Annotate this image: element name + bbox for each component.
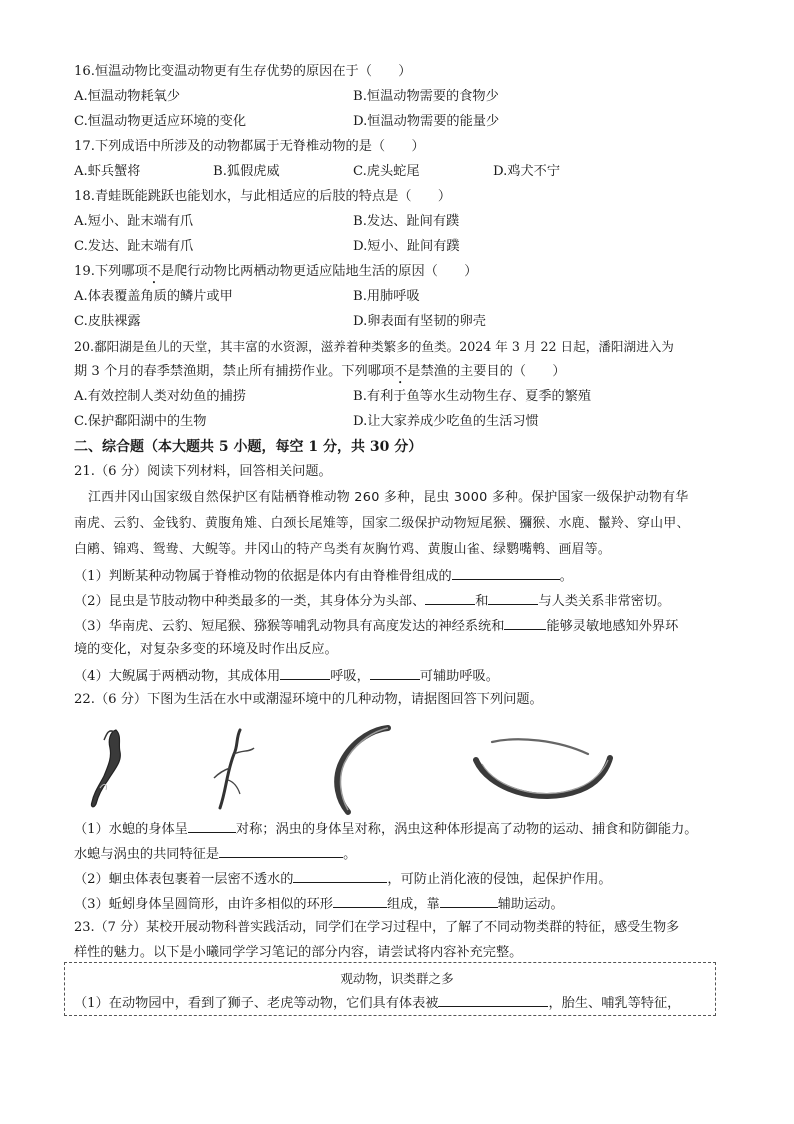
planarian-body	[220, 730, 240, 808]
q20-option-a[interactable]: A.有效控制人类对幼鱼的捕捞	[74, 389, 246, 404]
q19-stem	[74, 262, 728, 287]
q19-stem-emphasis: 不	[147, 264, 161, 279]
q22-stem: 22.（6 分）下图为生活在水中或潮湿环境中的几种动物，请据图回答下列问题。	[74, 692, 543, 707]
q23-part1-end: ，胎生、哺乳等特征，	[548, 996, 681, 1011]
q21-part2-mid: 和	[475, 594, 489, 609]
q21-blank-4[interactable]	[504, 615, 546, 630]
q19-option-b[interactable]: B.用肺呼吸	[353, 289, 420, 304]
q21-part2-text: （2）昆虫是节肢动物中种类最多的一类，其身体分为头部、	[74, 594, 426, 609]
q17-option-d[interactable]: D.鸡犬不宁	[493, 164, 561, 179]
q22-blank-5[interactable]	[440, 893, 498, 908]
q21-part3	[74, 615, 728, 637]
q22-part3	[74, 893, 728, 915]
q22-part1-line2-end: 。	[343, 847, 357, 862]
q21-part3-line2: 境的变化，对复杂多变的环境及时作出反应。	[74, 642, 338, 657]
q21-part1-text: （1）判断某种动物属于脊椎动物的依据是体内有由脊椎骨组成的	[74, 569, 452, 584]
q19-option-c[interactable]: C.皮肤裸露	[74, 314, 141, 329]
q22-part1-text: （1）水螅的身体呈	[74, 822, 188, 837]
q20-stem-line2	[74, 362, 728, 387]
q21-blank-1[interactable]	[452, 565, 560, 580]
q16-option-d[interactable]: D.恒温动物需要的能量少	[353, 114, 500, 129]
q22-part1-line2	[74, 843, 728, 865]
q17-stem: 17.下列成语中所涉及的动物都属于无脊椎动物的是（ ）	[74, 139, 425, 154]
q18-option-c[interactable]: C.发达、趾末端有爪	[74, 239, 194, 254]
q18-option-a[interactable]: A.短小、趾末端有爪	[74, 214, 194, 229]
q21-blank-3[interactable]	[488, 590, 538, 605]
q21-blank-2[interactable]	[425, 590, 475, 605]
planarian-branch-3	[228, 780, 240, 794]
earthworm-body	[476, 758, 610, 796]
q18-stem: 18.青蛙既能跳跃也能划水，与此相适应的后肢的特点是（ ）	[74, 189, 452, 204]
q22-blank-2[interactable]	[219, 843, 343, 858]
q22-part3-mid: 组成，靠	[386, 897, 440, 912]
q21-part4-mid: 呼吸，	[330, 669, 370, 684]
earthworm-second-body	[492, 739, 588, 754]
q21-part4-end: 可辅助呼吸。	[419, 669, 499, 684]
q20-stem-post: 是禁渔的主要目的（ ）	[407, 364, 566, 379]
q16-option-c[interactable]: C.恒温动物更适应环境的变化	[74, 114, 247, 129]
q22-part3-text: （3）蚯蚓身体呈圆筒形，由许多相似的环形	[74, 897, 333, 912]
q22-blank-1[interactable]	[188, 818, 236, 833]
roundworm-figure	[322, 720, 402, 820]
hydra-body	[91, 730, 120, 807]
q21-blank-5[interactable]	[280, 665, 330, 680]
q16-option-a[interactable]: A.恒温动物耗氧少	[74, 89, 181, 104]
q21-part3-text: （3）华南虎、云豹、短尾猴、猕猴等哺乳动物具有高度发达的神经系统和	[74, 619, 505, 634]
q22-part3-end: 辅助运动。	[497, 897, 564, 912]
q22-part1	[74, 818, 728, 840]
q16-option-b[interactable]: B.恒温动物需要的食物少	[353, 89, 499, 104]
q21-material-line3: 白鹇、锦鸡、鸳鸯、大鲵等。井冈山的特产鸟类有灰胸竹鸡、黄腹山雀、绿鹦嘴鹎、画眉等。	[74, 542, 611, 557]
q22-part1-end: 对称；涡虫的身体呈对称，涡虫这种体形提高了动物的运动、捕食和防御能力。	[235, 822, 698, 837]
q21-part2-end: 与人类关系非常密切。	[538, 594, 671, 609]
q22-blank-3[interactable]	[293, 868, 387, 883]
q19-stem-post: 是爬行动物比两栖动物更适应陆地生活的原因（ ）	[160, 264, 478, 279]
q21-part4-text: （4）大鲵属于两栖动物，其成体用	[74, 669, 281, 684]
q19-option-d[interactable]: D.卵表面有坚韧的卵壳	[353, 314, 486, 329]
q18-option-d[interactable]: D.短小、趾间有蹼	[353, 239, 460, 254]
q21-part2	[74, 590, 728, 612]
earthworm-figure	[468, 732, 618, 812]
q22-part1-line2-text: 水螅与涡虫的共同特征是	[74, 847, 220, 862]
q19-stem-pre: 19.下列哪项	[74, 264, 148, 279]
q21-stem: 21.（6 分）阅读下列材料，回答相关问题。	[74, 464, 332, 479]
q17-option-b[interactable]: B.狐假虎威	[213, 164, 280, 179]
q17-option-c[interactable]: C.虎头蛇尾	[353, 164, 420, 179]
q20-option-c[interactable]: C.保护鄱阳湖中的生物	[74, 414, 207, 429]
q23-stem-line1: 23.（7 分）某校开展动物科普实践活动，同学们在学习过程中，了解了不同动物类群的特征，感受生物多	[74, 920, 680, 935]
planarian-figure	[200, 724, 270, 814]
q20-option-d[interactable]: D.让大家养成少吃鱼的生活习惯	[353, 414, 539, 429]
q19-option-a[interactable]: A.体表覆盖角质的鳞片或甲	[74, 289, 233, 304]
q21-material-line1: 江西井冈山国家级自然保护区有陆栖脊椎动物 260 多种，昆虫 3000 多种。保护国家一级保护动物有华	[88, 490, 689, 505]
q23-stem-line2: 样性的魅力。以下是小曦同学学习笔记的部分内容，请尝试将内容补充完整。	[74, 945, 523, 960]
q20-stem-line1: 20.鄱阳湖是鱼儿的天堂，其丰富的水资源，滋养着种类繁多的鱼类。2024 年 3 月 22 日起，潘阳湖进入为	[74, 339, 674, 354]
q22-part2-text: （2）蛔虫体表包裹着一层密不透水的	[74, 872, 294, 887]
hydra-figure	[78, 722, 148, 812]
study-notes-title: 观动物，识类群之多	[340, 971, 454, 986]
q20-option-b[interactable]: B.有利于鱼等水生动物生存、夏季的繁殖	[353, 389, 592, 404]
q22-part2-end: ，可防止消化液的侵蚀，起保护作用。	[387, 872, 612, 887]
q22-part2	[74, 868, 728, 890]
q21-part3-end: 能够灵敏地感知外界环	[546, 619, 679, 634]
q21-material-line2: 南虎、云豹、金钱豹、黄腹角雉、白颈长尾雉等，国家二级保护动物短尾猴、獼猴、水鹿、鬣羚、穿山甲、	[74, 516, 690, 531]
q21-part1-end: 。	[559, 569, 573, 584]
q23-part1-text: （1）在动物园中，看到了狮子、老虎等动物，它们具有体表被	[74, 996, 439, 1011]
q21-part4	[74, 665, 728, 687]
q23-part1	[74, 992, 728, 1014]
q18-option-b[interactable]: B.发达、趾间有蹼	[353, 214, 460, 229]
q16-stem: 16.恒温动物比变温动物更有生存优势的原因在于（ ）	[74, 64, 412, 79]
q21-blank-6[interactable]	[370, 665, 420, 680]
q17-option-a[interactable]: A.虾兵蟹将	[74, 164, 141, 179]
section-heading: 二、综合题（本大题共 5 小题，每空 1 分，共 30 分）	[74, 439, 423, 455]
q21-part1	[74, 565, 728, 587]
q23-blank-1[interactable]	[438, 992, 548, 1007]
q20-stem-emphasis: 不	[394, 364, 408, 379]
q22-blank-4[interactable]	[333, 893, 387, 908]
q20-stem-pre: 期 3 个月的春季禁渔期，禁止所有捕捞作业。下列哪项	[74, 364, 395, 379]
